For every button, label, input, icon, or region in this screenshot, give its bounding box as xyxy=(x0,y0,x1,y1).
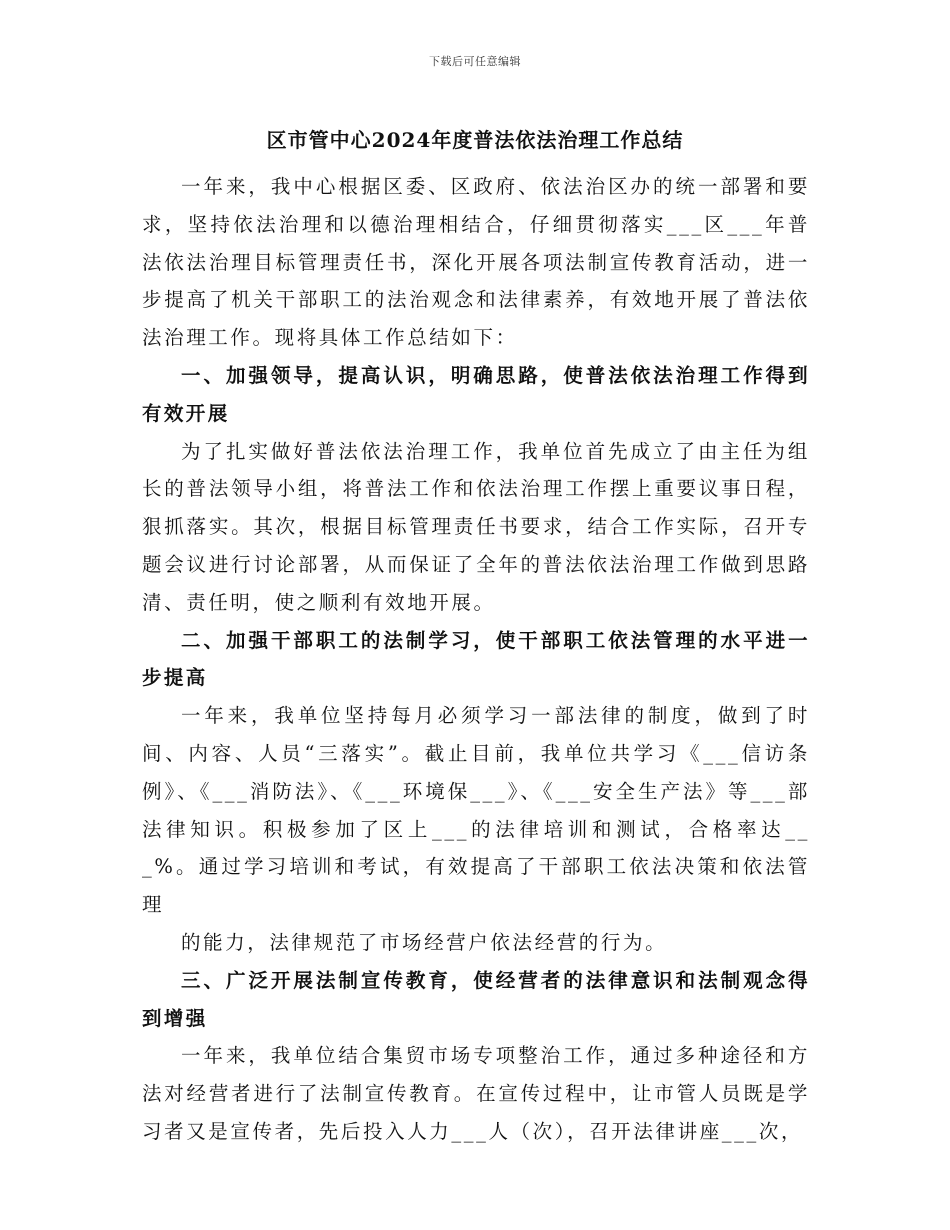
document-title: 区市管中心2024年度普法依法治理工作总结 xyxy=(266,128,684,152)
header-note: 下载后可任意编辑 xyxy=(429,55,521,68)
section-heading-2: 二、加强干部职工的法制学习，使干部职工依法管理的水平进一步提高 xyxy=(142,628,810,690)
intro-paragraph: 一年来，我中心根据区委、区政府、依法治区办的统一部署和要求，坚持依法治理和以德治理相结合，仔细贯彻落实___区___年普法依法治理目标管理责任书，深化开展各项法制宣传教育活动，进一步提高了机关干部职工的法治观念和法律素养，有效地开展了普法依法治理工作。现将具体工作总结如下： xyxy=(142,175,810,350)
section-2-paragraph: 一年来，我单位坚持每月必须学习一部法律的制度，做到了时间、内容、人员“三落实”。截止目前，我单位共学习《___信访条例》、《___消防法》、《___环境保___》、《___安全生产法》等___部法律知识。积极参加了区上___的法律培训和测试，合格率达___%。通过学习培训和考试，有效提高了干部职工依法决策和依法管理 xyxy=(142,704,810,917)
section-1-paragraph: 为了扎实做好普法依法治理工作，我单位首先成立了由主任为组长的普法领导小组，将普法工作和依法治理工作摆上重要议事日程，狠抓落实。其次，根据目标管理责任书要求，结合工作实际，召开专题会议进行讨论部署，从而保证了全年的普法依法治理工作做到思路清、责任明，使之顺利有效地开展。 xyxy=(142,439,810,614)
document-body xyxy=(142,168,810,1151)
section-3-paragraph: 一年来，我单位结合集贸市场专项整治工作，通过多种途径和方法对经营者进行了法制宣传教育。在宣传过程中，让市管人员既是学习者又是宣传者，先后投入人力___人（次），召开法律讲座___次， xyxy=(142,1044,810,1143)
section-heading-1: 一、加强领导，提高认识，明确思路，使普法依法治理工作得到有效开展 xyxy=(142,363,810,425)
section-heading-3: 三、广泛开展法制宣传教育，使经营者的法律意识和法制观念得到增强 xyxy=(142,968,810,1030)
section-2-paragraph-continued: 的能力，法律规范了市场经营户依法经营的行为。 xyxy=(181,930,668,954)
